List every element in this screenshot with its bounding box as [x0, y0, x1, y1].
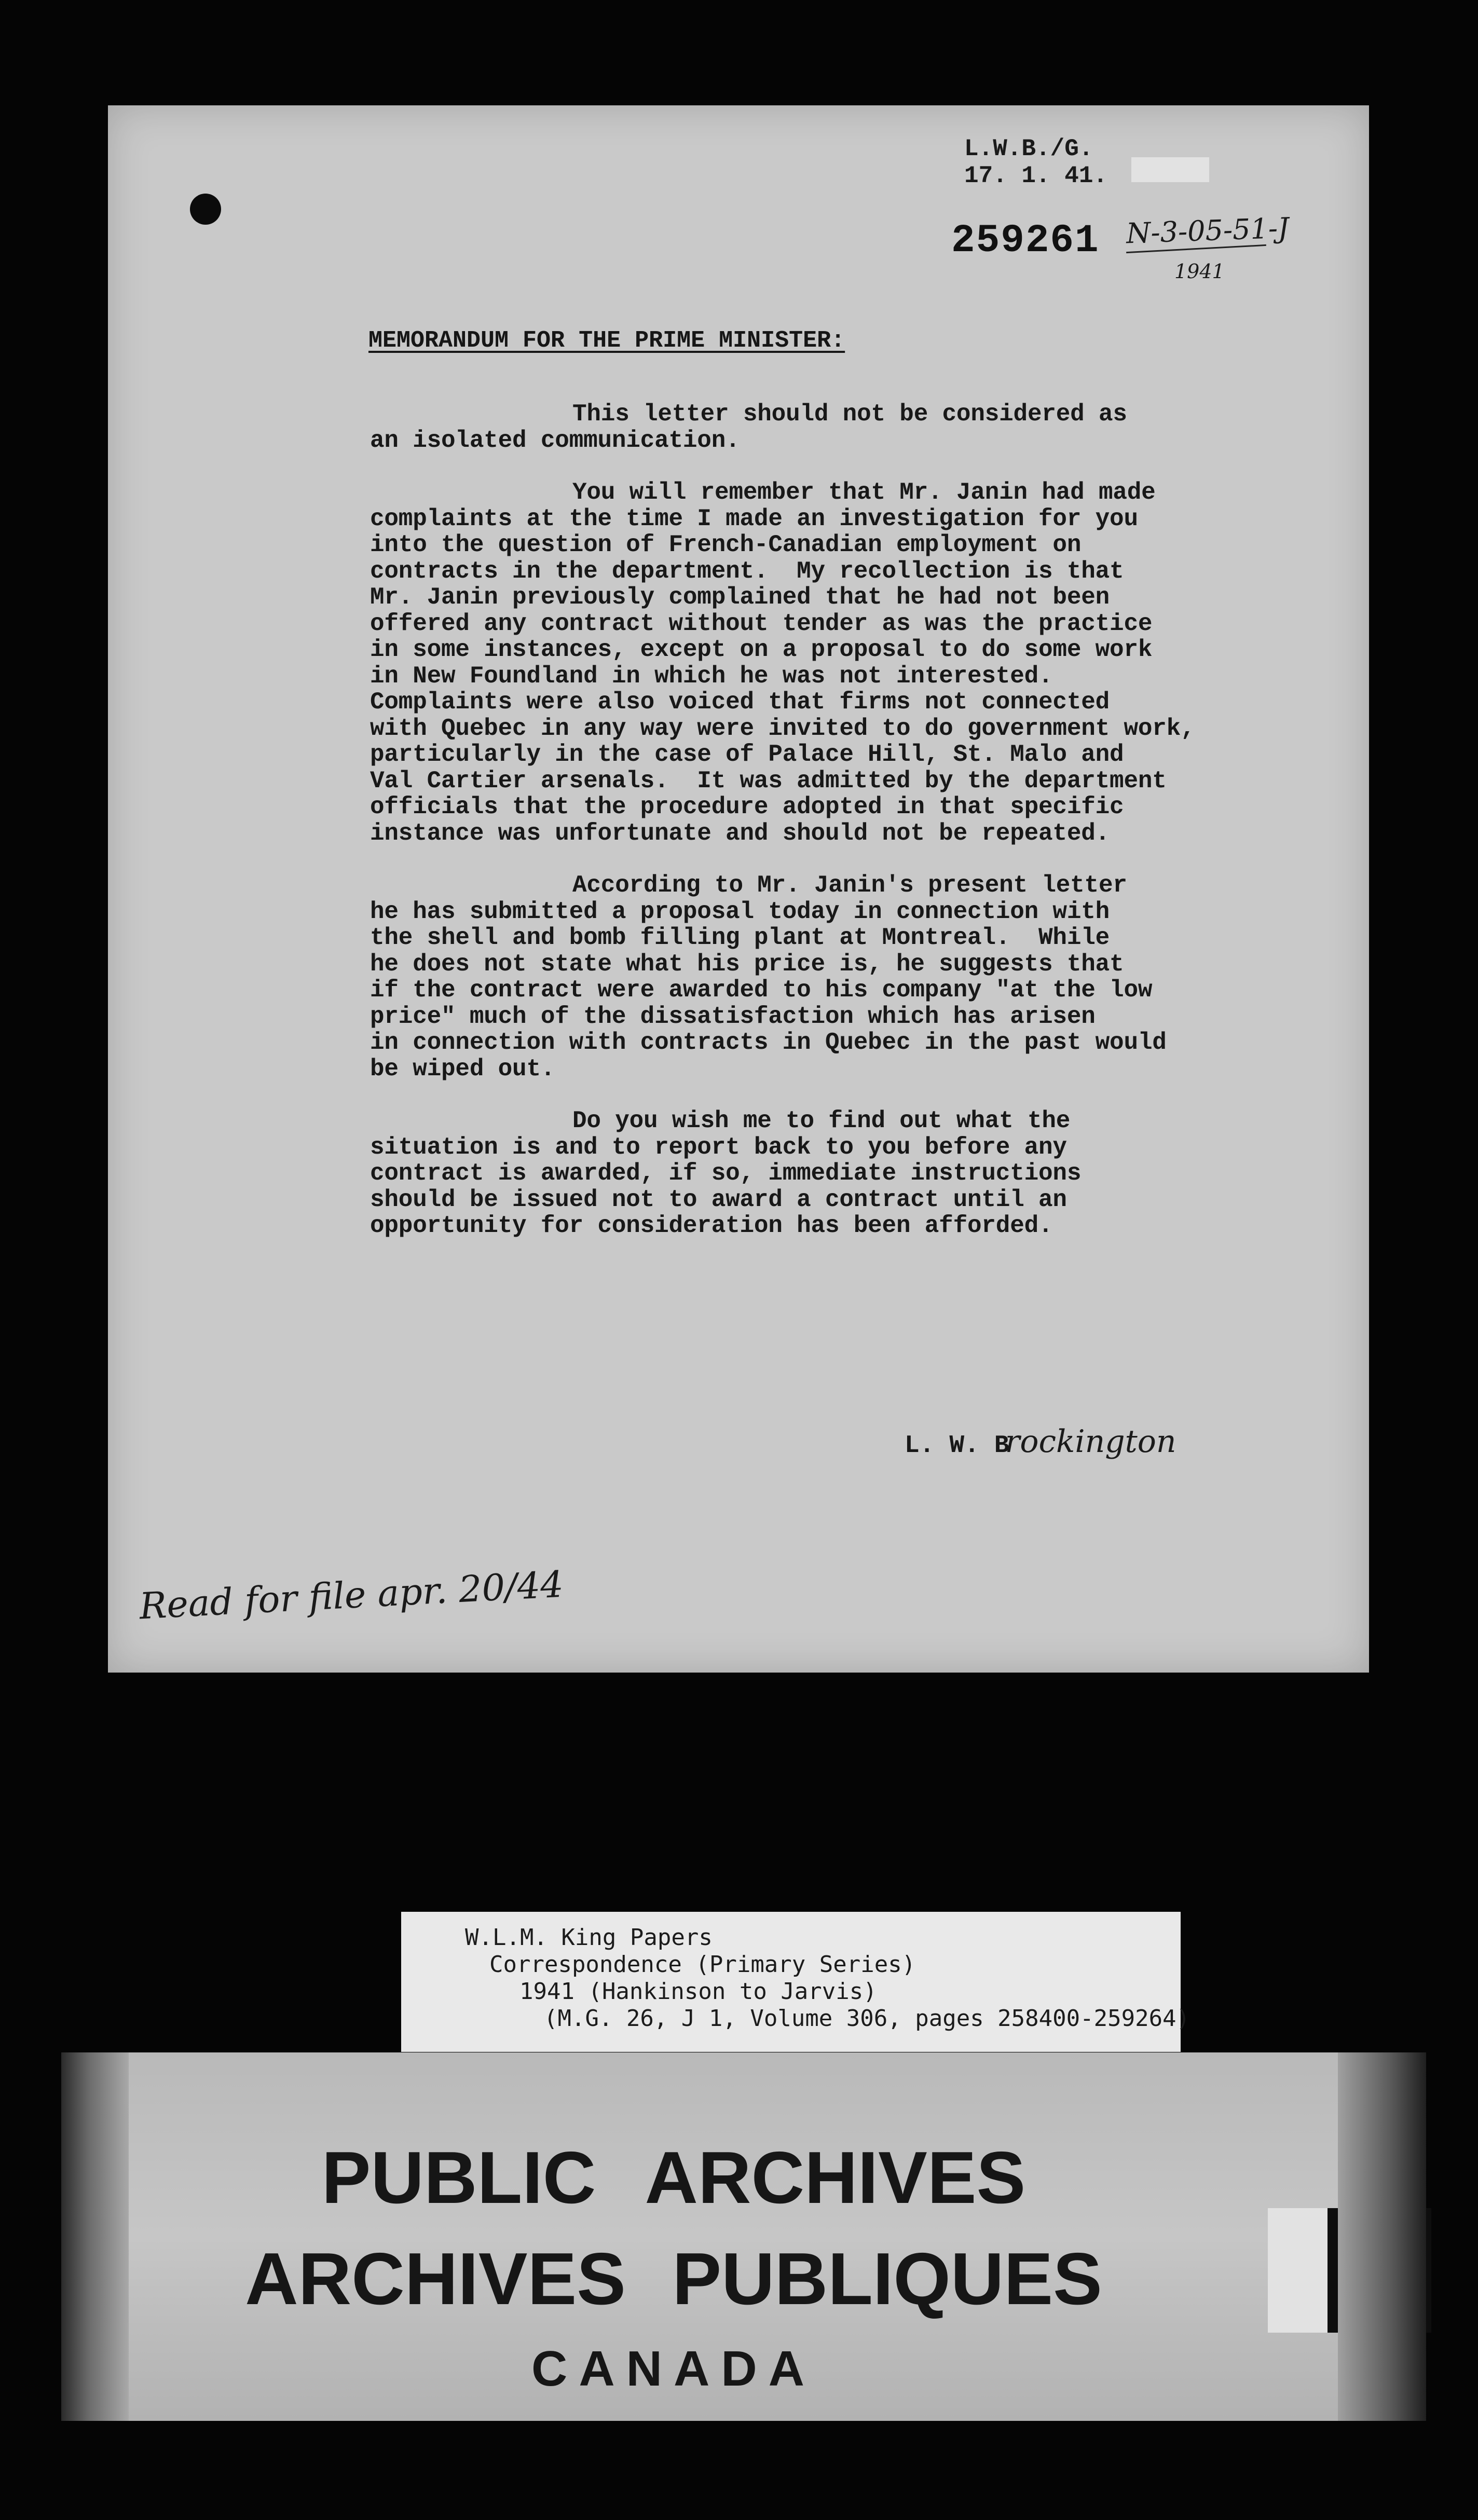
- reference-code: [964, 135, 1107, 189]
- text-line: Val Cartier arsenals. It was admitted by the department: [370, 767, 1167, 795]
- text-line: situation is and to report back to you before any: [370, 1133, 1067, 1161]
- filing-note: Read for file apr. 20/44: [138, 1563, 565, 1628]
- document-number: 259261: [951, 218, 1100, 263]
- text-line: should be issued not to award a contract until an: [370, 1186, 1067, 1213]
- memo-body: [370, 401, 1283, 1265]
- text-line: the shell and bomb filling plant at Montreal. While: [370, 924, 1110, 951]
- text-line: an isolated communication.: [370, 427, 740, 454]
- memo-heading: MEMORANDUM FOR THE PRIME MINISTER:: [368, 327, 845, 354]
- archive-label-line-1: W.L.M. King Papers: [465, 1924, 713, 1951]
- paragraph-1: [370, 401, 1283, 454]
- paragraph-2: [370, 480, 1283, 846]
- text-line: into the question of French-Canadian employment on: [370, 531, 1082, 558]
- archive-label: [401, 1912, 1190, 2052]
- text-line: You will remember that Mr. Janin had made: [572, 479, 1156, 506]
- text-line: Complaints were also voiced that firms not connected: [370, 689, 1110, 716]
- paragraph-3: [370, 872, 1283, 1082]
- paragraph-4: [370, 1108, 1283, 1239]
- handwritten-reference: N-3-05-51-J: [1125, 211, 1290, 250]
- erased-stamp: [1131, 157, 1209, 182]
- text-line: This letter should not be considered as: [572, 401, 1127, 428]
- text-line: officials that the procedure adopted in that specific: [370, 793, 1124, 820]
- text-line: in connection with contracts in Quebec in the past would: [370, 1029, 1167, 1056]
- text-line: in some instances, except on a proposal to do some work: [370, 636, 1153, 663]
- text-line: in New Foundland in which he was not interested.: [370, 662, 1053, 690]
- memo-page: [108, 105, 1369, 1673]
- text-line: offered any contract without tender as was the practice: [370, 610, 1153, 637]
- archive-label-line-4: (M.G. 26, J 1, Volume 306, pages 258400-259264): [544, 2005, 1190, 2032]
- text-line: be wiped out.: [370, 1055, 555, 1083]
- archive-label-line-2: Correspondence (Primary Series): [489, 1951, 916, 1978]
- text-line: Mr. Janin previously complained that he had not been: [370, 584, 1110, 611]
- text-line: if the contract were awarded to his company "at the low: [370, 977, 1153, 1004]
- text-line: instance was unfortunate and should not be repeated.: [370, 819, 1110, 847]
- text-line: opportunity for consideration has been afforded.: [370, 1212, 1053, 1239]
- punch-hole: [190, 194, 221, 225]
- text-line: particularly in the case of Palace Hill, St. Malo and: [370, 741, 1124, 768]
- text-line: price" much of the dissatisfaction which has arisen: [370, 1003, 1096, 1030]
- banner-line-2: ARCHIVES PUBLIQUES: [245, 2238, 1102, 2320]
- text-line: he does not state what his price is, he suggests that: [370, 950, 1124, 978]
- text-line: complaints at the time I made an investigation for you: [370, 505, 1138, 532]
- text-line: with Quebec in any way were invited to do government work,: [370, 715, 1195, 742]
- handwritten-year: 1941: [1174, 260, 1225, 283]
- text-line: Do you wish me to find out what the: [572, 1107, 1071, 1134]
- banner-line-3: CANADA: [531, 2341, 816, 2396]
- banner-right-edge: [1338, 2052, 1426, 2421]
- reference-line-1: L.W.B./G.: [964, 135, 1093, 162]
- text-line: contracts in the department. My recollection is that: [370, 557, 1124, 585]
- text-line: According to Mr. Janin's present letter: [572, 872, 1127, 899]
- signature: [905, 1423, 1176, 1460]
- text-line: he has submitted a proposal today in connection with: [370, 898, 1110, 925]
- signature-handwritten: rockington: [1005, 1423, 1176, 1460]
- signature-typed: L. W. B: [905, 1432, 1009, 1460]
- banner-line-1: PUBLIC ARCHIVES: [321, 2136, 1026, 2219]
- archives-banner: [61, 2052, 1426, 2421]
- archive-label-line-3: 1941 (Hankinson to Jarvis): [519, 1978, 877, 2005]
- reference-line-2: 17. 1. 41.: [964, 162, 1108, 189]
- text-line: contract is awarded, if so, immediate instructions: [370, 1160, 1082, 1187]
